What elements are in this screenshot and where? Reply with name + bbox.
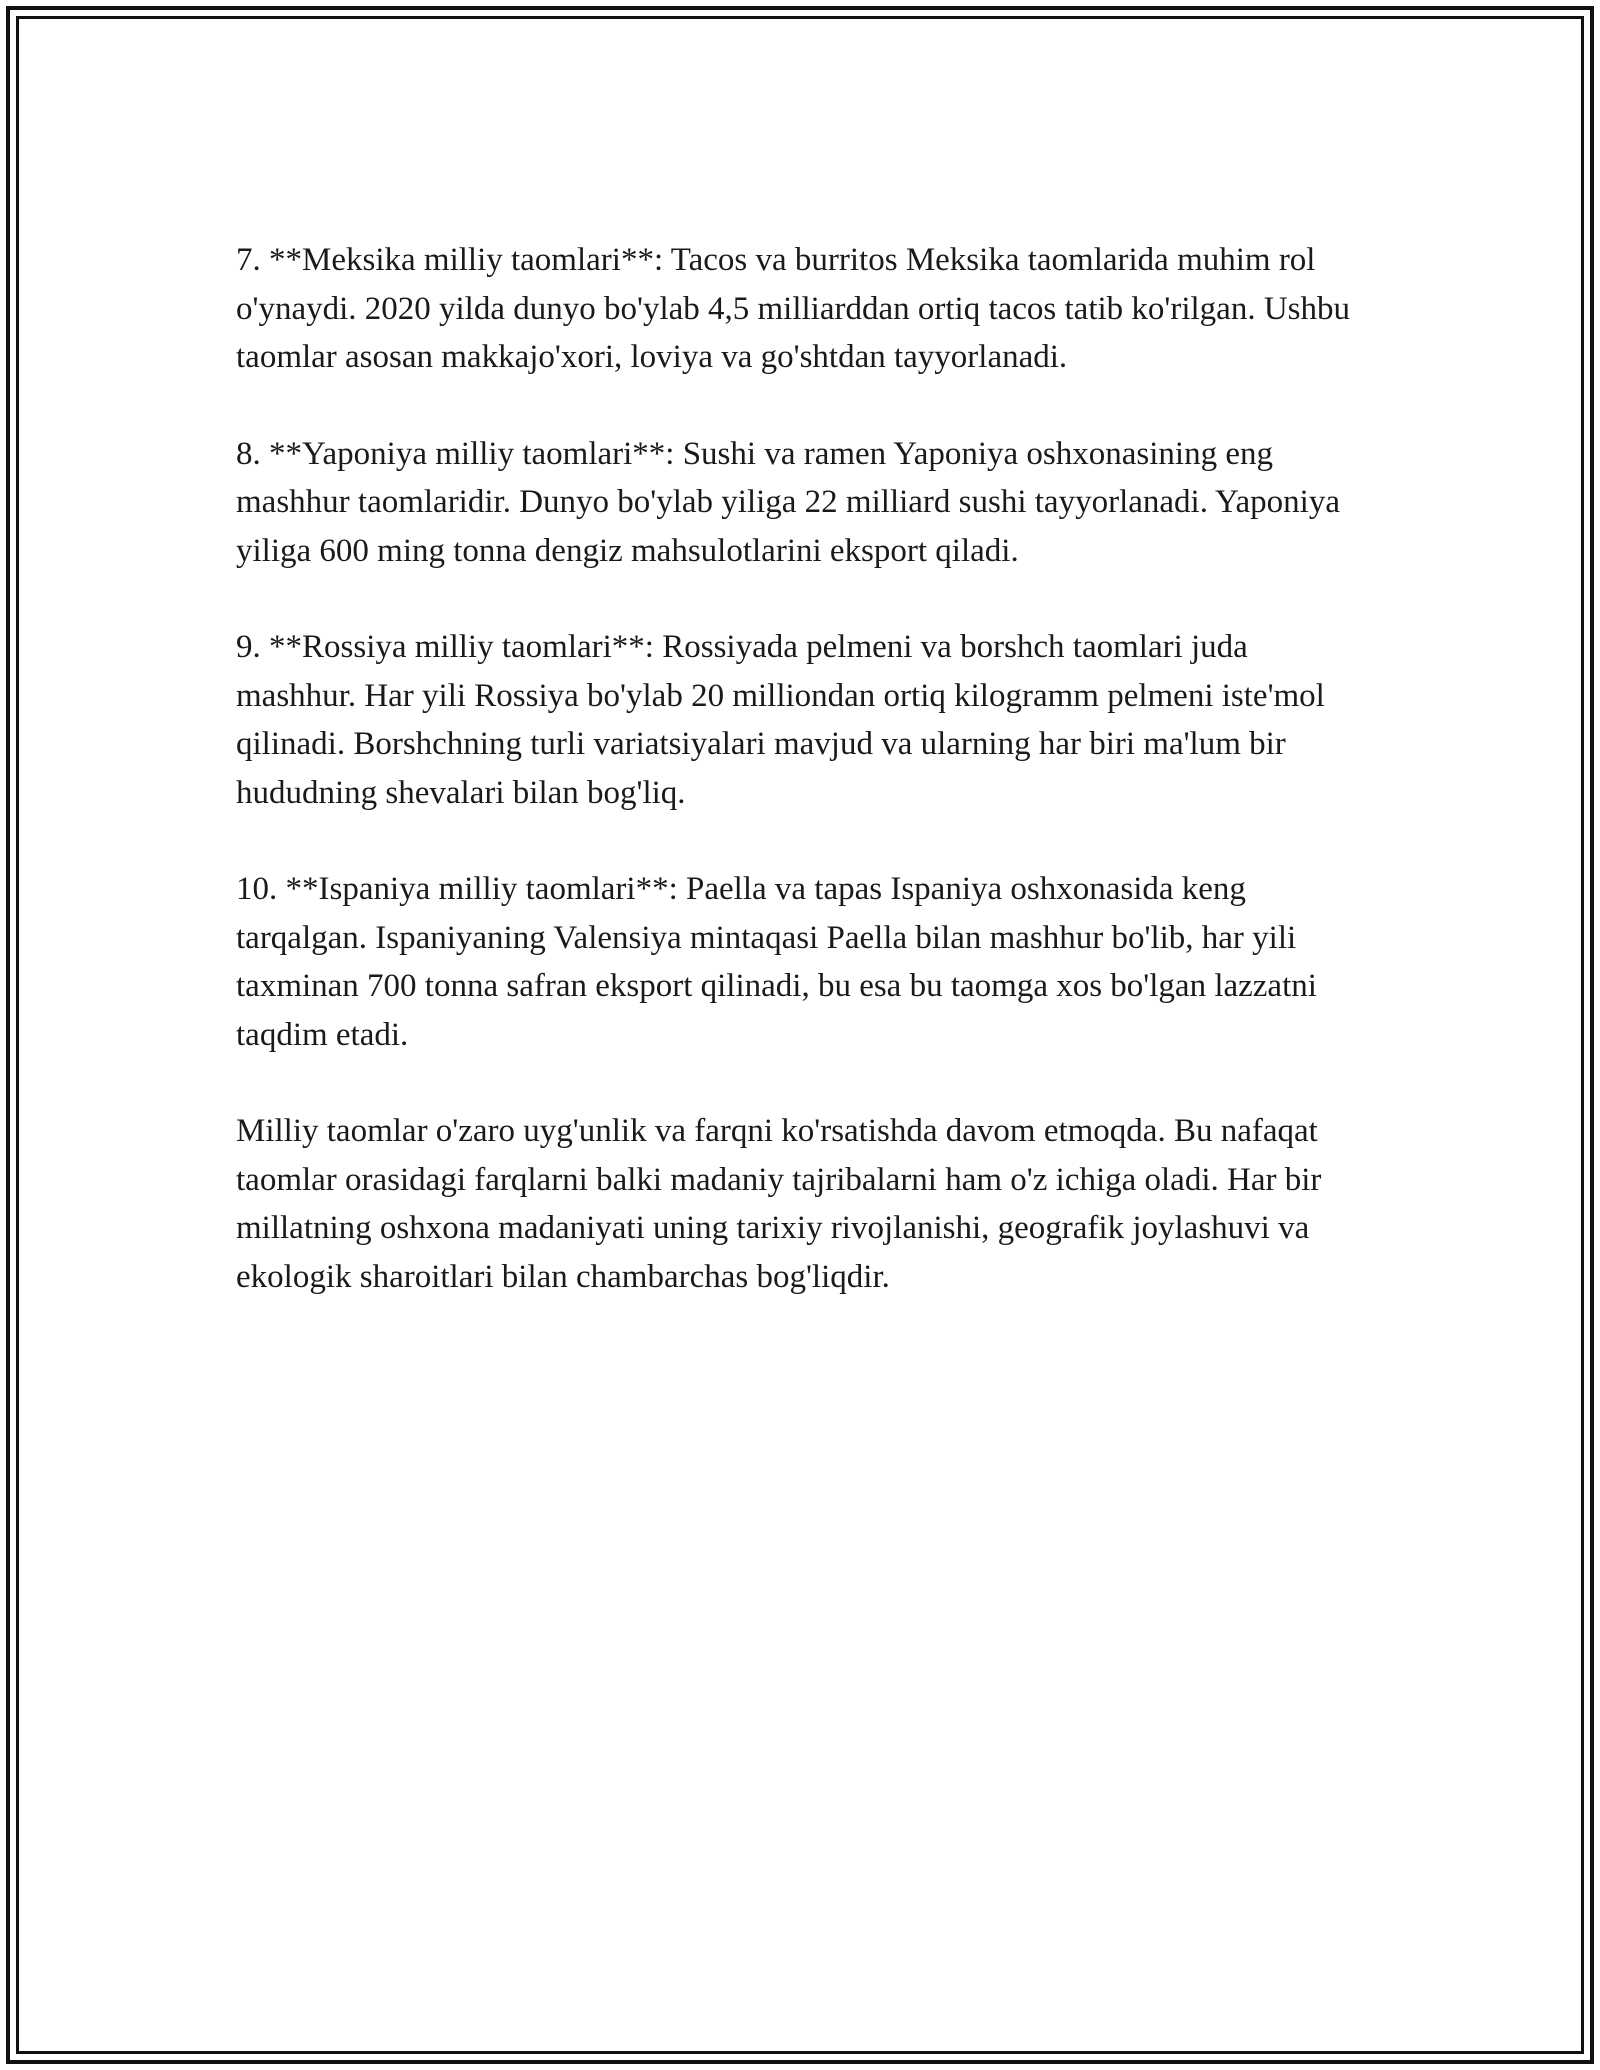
paragraph-conclusion: Milliy taomlar o'zaro uyg'unlik va farqni ko'rsatishda davom etmoqda. Bu nafaqat taomlar orasidagi farqlarni balki madaniy tajribalarni ham o'z ichiga oladi. Har bir millatning oshxona madaniyati uning tarixiy rivojlanishi, geografik joylashuvi va ekologik sharoitlari bilan chambarchas bog'liqdir. [236, 1113, 1322, 1295]
document-body [236, 236, 1366, 1349]
paragraph-mexico: 7. **Meksika milliy taomlari**: Tacos va burritos Meksika taomlarida muhim rol o'ynaydi. 2020 yilda dunyo bo'ylab 4,5 milliarddan ortiq tacos tatib ko'rilgan. Ushbu taomlar asosan makkajo'xori, loviya va go'shtdan tayyorlanadi. [236, 242, 1351, 375]
paragraph-spain: 10. **Ispaniya milliy taomlari**: Paella va tapas Ispaniya oshxonasida keng tarqalgan. Ispaniyaning Valensiya mintaqasi Paella bilan mashhur bo'lib, har yili taxminan 700 tonna safran eksport qilinadi, bu esa bu taomga xos bo'lgan lazzatni taqdim etadi. [236, 871, 1317, 1053]
paragraph-japan: 8. **Yaponiya milliy taomlari**: Sushi va ramen Yaponiya oshxonasining eng mashhur taomlaridir. Dunyo bo'ylab yiliga 22 milliard sushi tayyorlanadi. Yaponiya yiliga 600 ming tonna dengiz mahsulotlarini eksport qiladi. [236, 435, 1340, 569]
paragraph-russia: 9. **Rossiya milliy taomlari**: Rossiyada pelmeni va borshch taomlari juda mashhur. Har yili Rossiya bo'ylab 20 milliondan ortiq kilogramm pelmeni iste'mol qilinadi. Borshchning turli variatsiyalari mavjud va ularning har biri ma'lum bir hududning shevalari bilan bog'liq. [236, 629, 1325, 811]
